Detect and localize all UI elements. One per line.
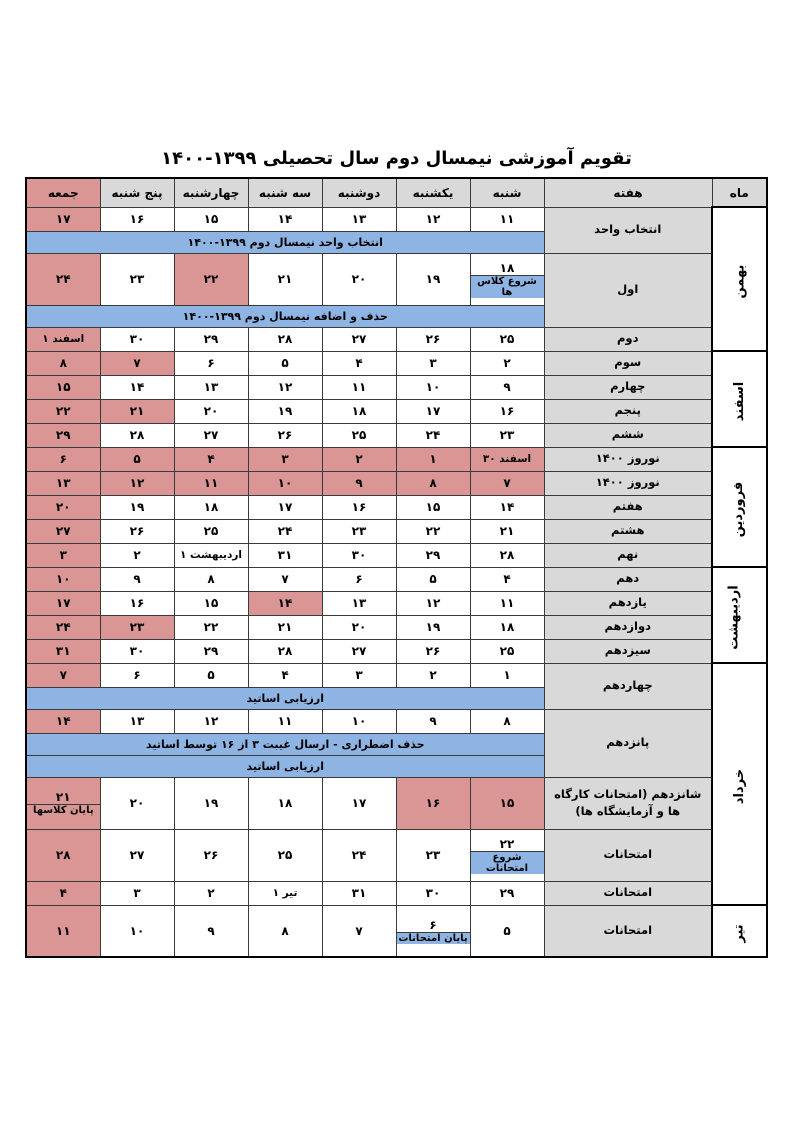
day-number: ۱۸ — [499, 260, 515, 275]
week-label: چهارم — [544, 375, 712, 399]
day-cell: ۱۶ — [396, 777, 470, 829]
day-number: ۲۲ — [499, 836, 515, 851]
day-cell: ۲۱ — [470, 519, 544, 543]
day-cell: ۴ — [248, 663, 322, 687]
calendar-week-row — [26, 519, 767, 543]
day-cell: ۱۶ — [470, 399, 544, 423]
day-cell: ۲۰ — [174, 399, 248, 423]
day-cell: ۷ — [100, 351, 174, 375]
calendar-week-row — [26, 829, 767, 881]
day-cell: ۶ — [174, 351, 248, 375]
day-cell: ۸ — [248, 905, 322, 957]
day-cell: ۱۹ — [174, 777, 248, 829]
day-cell: ۲۸ — [470, 543, 544, 567]
calendar-week-row — [26, 423, 767, 447]
day-cell: ۲ — [322, 447, 396, 471]
day-cell: ۵ — [100, 447, 174, 471]
day-cell: ۱۹ — [396, 253, 470, 305]
day-cell: ۳ — [26, 543, 100, 567]
day-cell: ۵ — [248, 351, 322, 375]
day-cell: اسفند ۱ — [26, 327, 100, 351]
day-cell: ۲۸ — [26, 829, 100, 881]
header-day-sunday: یکشنبه — [396, 178, 470, 207]
week-label: سیزدهم — [544, 639, 712, 663]
day-cell: ۲۳ — [100, 253, 174, 305]
day-cell: ۲۷ — [26, 519, 100, 543]
day-cell: ۱۴ — [248, 591, 322, 615]
day-cell: ۱۸ — [470, 615, 544, 639]
day-cell — [470, 253, 544, 305]
day-number: ۶ — [429, 917, 437, 932]
day-cell — [26, 777, 100, 829]
day-cell: ۱۸ — [322, 399, 396, 423]
day-cell: ۳۰ — [322, 543, 396, 567]
day-cell: ۲۱ — [100, 399, 174, 423]
day-cell: ۶ — [100, 663, 174, 687]
day-cell: ۱۱ — [470, 591, 544, 615]
header-day-monday: دوشنبه — [322, 178, 396, 207]
week-label: نهم — [544, 543, 712, 567]
event-banner: حذف و اضافه نیمسال دوم ۱۳۹۹-۱۴۰۰ — [26, 305, 544, 327]
day-cell: ۲ — [396, 663, 470, 687]
day-cell: ۱ — [470, 663, 544, 687]
day-cell: ۱۸ — [248, 777, 322, 829]
day-cell: ۱۱ — [26, 905, 100, 957]
month-cell — [712, 351, 767, 447]
event-banner: انتخاب واحد نیمسال دوم ۱۳۹۹-۱۴۰۰ — [26, 231, 544, 253]
day-cell: ۲۰ — [322, 615, 396, 639]
day-cell: ۱۶ — [100, 207, 174, 231]
day-cell: ۱۹ — [248, 399, 322, 423]
header-month: ماه — [712, 178, 767, 207]
day-cell: ۲۸ — [248, 327, 322, 351]
day-cell: ۲۲ — [174, 253, 248, 305]
day-cell: ۲۹ — [174, 327, 248, 351]
academic-calendar-table — [25, 177, 768, 958]
week-label: یازدهم — [544, 591, 712, 615]
day-cell: ۱۳ — [26, 471, 100, 495]
day-cell: ۲۶ — [396, 639, 470, 663]
day-cell: ۱۱ — [248, 709, 322, 733]
day-cell: ۷ — [322, 905, 396, 957]
week-label: امتحانات — [544, 881, 712, 905]
day-cell — [396, 905, 470, 957]
day-cell: ۲۰ — [322, 253, 396, 305]
day-cell: تیر ۱ — [248, 881, 322, 905]
calendar-week-row — [26, 777, 767, 829]
day-cell: ۱۸ — [174, 495, 248, 519]
day-cell: اسفند ۳۰ — [470, 447, 544, 471]
day-cell: ۸ — [174, 567, 248, 591]
week-label: اول — [544, 253, 712, 327]
calendar-week-row — [26, 207, 767, 231]
day-cell: ۲۷ — [322, 327, 396, 351]
day-cell: ۲۶ — [396, 327, 470, 351]
header-week: هفته — [544, 178, 712, 207]
calendar-week-row — [26, 567, 767, 591]
day-cell: ۲۸ — [248, 639, 322, 663]
day-cell: ۲۳ — [100, 615, 174, 639]
day-cell: ۵ — [174, 663, 248, 687]
day-cell: ۹ — [174, 905, 248, 957]
day-cell: ۲۳ — [396, 829, 470, 881]
day-cell: ۸ — [470, 709, 544, 733]
day-cell: ۲۷ — [174, 423, 248, 447]
month-label: فروردین — [730, 481, 746, 537]
day-note: پایان کلاسها — [27, 804, 100, 816]
day-cell: ۱۷ — [26, 207, 100, 231]
day-cell: ۱۵ — [470, 777, 544, 829]
day-cell: ۱۰ — [248, 471, 322, 495]
month-cell — [712, 567, 767, 663]
calendar-week-row — [26, 543, 767, 567]
day-cell: ۲۴ — [396, 423, 470, 447]
day-cell: ۲۵ — [470, 327, 544, 351]
day-cell: ۲۸ — [100, 423, 174, 447]
day-cell: ۸ — [26, 351, 100, 375]
day-cell: ۸ — [396, 471, 470, 495]
day-cell: ۱۵ — [174, 207, 248, 231]
day-number: ۲۱ — [55, 790, 71, 804]
day-cell: ۱۵ — [174, 591, 248, 615]
month-label: تیر — [732, 923, 747, 943]
day-cell: ۴ — [174, 447, 248, 471]
calendar-week-row — [26, 253, 767, 305]
day-cell: ۷ — [26, 663, 100, 687]
day-cell: ۴ — [470, 567, 544, 591]
day-cell: ۱۴ — [248, 207, 322, 231]
day-note: شروع امتحانات — [471, 851, 544, 874]
day-cell: ۲ — [470, 351, 544, 375]
day-cell: ۲۱ — [248, 253, 322, 305]
day-cell: ۱۵ — [396, 495, 470, 519]
day-cell: ۲۴ — [322, 829, 396, 881]
day-cell: ۱۲ — [396, 207, 470, 231]
day-cell: ۲۷ — [322, 639, 396, 663]
day-cell: ۳ — [248, 447, 322, 471]
day-cell: ۱۹ — [396, 615, 470, 639]
calendar-week-row — [26, 447, 767, 471]
calendar-week-row — [26, 495, 767, 519]
week-label: دوازدهم — [544, 615, 712, 639]
day-cell: ۲۹ — [26, 423, 100, 447]
day-cell: ۹ — [322, 471, 396, 495]
week-label: پنجم — [544, 399, 712, 423]
calendar-week-row — [26, 327, 767, 351]
day-cell: ۳ — [100, 881, 174, 905]
day-cell: ۳۰ — [100, 639, 174, 663]
week-label: هشتم — [544, 519, 712, 543]
day-cell: ۱۱ — [174, 471, 248, 495]
day-cell: ۳۱ — [26, 639, 100, 663]
calendar-week-row — [26, 471, 767, 495]
day-cell: ۱۷ — [248, 495, 322, 519]
day-cell: ۲ — [174, 881, 248, 905]
month-label: خرداد — [731, 768, 747, 804]
day-cell: ۲۴ — [248, 519, 322, 543]
week-label: نوروز ۱۴۰۰ — [544, 447, 712, 471]
month-cell — [712, 663, 767, 905]
day-cell: ۳۱ — [322, 881, 396, 905]
calendar-week-row — [26, 639, 767, 663]
day-cell: ۵ — [470, 905, 544, 957]
day-cell: ۱۷ — [26, 591, 100, 615]
day-cell: اردیبهشت ۱ — [174, 543, 248, 567]
week-label: سوم — [544, 351, 712, 375]
week-label: امتحانات — [544, 829, 712, 881]
event-banner: ارزیابی اساتید — [26, 687, 544, 709]
day-cell — [470, 829, 544, 881]
week-label: دوم — [544, 327, 712, 351]
day-cell: ۱۲ — [396, 591, 470, 615]
day-cell: ۲۶ — [248, 423, 322, 447]
day-cell: ۱۴ — [100, 375, 174, 399]
week-label: پانزدهم — [544, 709, 712, 777]
header-day-saturday: شنبه — [470, 178, 544, 207]
day-cell: ۷ — [248, 567, 322, 591]
day-cell: ۱۲ — [248, 375, 322, 399]
header-day-friday: جمعه — [26, 178, 100, 207]
header-day-thursday: پنج شنبه — [100, 178, 174, 207]
calendar-week-row — [26, 375, 767, 399]
day-cell: ۲۲ — [396, 519, 470, 543]
day-cell: ۲۱ — [248, 615, 322, 639]
day-cell: ۲۳ — [322, 519, 396, 543]
calendar-week-row — [26, 905, 767, 957]
day-cell: ۲ — [100, 543, 174, 567]
day-note: شروع کلاس ها — [471, 275, 544, 298]
calendar-week-row — [26, 615, 767, 639]
day-cell: ۶ — [26, 447, 100, 471]
calendar-week-row — [26, 591, 767, 615]
day-cell: ۱۳ — [174, 375, 248, 399]
day-cell: ۵ — [396, 567, 470, 591]
day-cell: ۱۰ — [26, 567, 100, 591]
day-cell: ۳ — [396, 351, 470, 375]
day-cell: ۲۵ — [322, 423, 396, 447]
day-cell: ۲۵ — [248, 829, 322, 881]
day-cell: ۲۷ — [100, 829, 174, 881]
day-cell: ۱۷ — [396, 399, 470, 423]
month-cell — [712, 447, 767, 567]
day-cell: ۲۰ — [26, 495, 100, 519]
day-cell: ۲۶ — [174, 829, 248, 881]
day-cell: ۷ — [470, 471, 544, 495]
day-cell: ۳ — [322, 663, 396, 687]
day-cell: ۹ — [396, 709, 470, 733]
day-cell: ۱۶ — [100, 591, 174, 615]
day-cell: ۱۰ — [100, 905, 174, 957]
day-cell: ۱۰ — [322, 709, 396, 733]
calendar-week-row — [26, 663, 767, 687]
day-cell: ۱۱ — [322, 375, 396, 399]
month-cell — [712, 905, 767, 957]
day-cell: ۱۴ — [26, 709, 100, 733]
week-label: امتحانات — [544, 905, 712, 957]
day-cell: ۲۲ — [174, 615, 248, 639]
week-label: شانزدهم (امتحانات کارگاه ها و آزمایشگاه ها) — [544, 777, 712, 829]
day-note: پایان امتحانات — [398, 932, 468, 944]
day-cell: ۱۹ — [100, 495, 174, 519]
week-label: هفتم — [544, 495, 712, 519]
day-cell: ۴ — [26, 881, 100, 905]
calendar-week-row — [26, 709, 767, 733]
day-cell: ۲۵ — [174, 519, 248, 543]
day-cell: ۲۴ — [26, 615, 100, 639]
day-cell: ۱۰ — [396, 375, 470, 399]
week-label: دهم — [544, 567, 712, 591]
week-label: چهاردهم — [544, 663, 712, 709]
day-cell: ۲۳ — [470, 423, 544, 447]
day-cell: ۱۴ — [470, 495, 544, 519]
day-cell: ۶ — [322, 567, 396, 591]
day-cell: ۹ — [100, 567, 174, 591]
day-cell: ۲۲ — [26, 399, 100, 423]
month-label: اسفند — [731, 381, 747, 421]
day-cell: ۹ — [470, 375, 544, 399]
day-cell: ۱۵ — [26, 375, 100, 399]
day-cell: ۲۹ — [470, 881, 544, 905]
day-cell: ۱۲ — [174, 709, 248, 733]
day-cell: ۱۳ — [322, 591, 396, 615]
day-cell: ۳۰ — [100, 327, 174, 351]
calendar-week-row — [26, 881, 767, 905]
calendar-week-row — [26, 351, 767, 375]
day-cell: ۳۱ — [248, 543, 322, 567]
day-cell: ۱۶ — [322, 495, 396, 519]
week-label: نوروز ۱۴۰۰ — [544, 471, 712, 495]
day-cell: ۱۳ — [322, 207, 396, 231]
event-banner: حذف اضطراری - ارسال غیبت ۳ از ۱۶ توسط اساتید — [26, 733, 544, 755]
week-label: انتخاب واحد — [544, 207, 712, 253]
day-cell: ۱۳ — [100, 709, 174, 733]
month-cell — [712, 207, 767, 351]
day-cell: ۱۲ — [100, 471, 174, 495]
day-cell: ۲۰ — [100, 777, 174, 829]
day-cell: ۲۶ — [100, 519, 174, 543]
month-label: بهمن — [731, 264, 747, 298]
day-cell: ۲۵ — [470, 639, 544, 663]
day-cell: ۲۹ — [396, 543, 470, 567]
page-title: تقویم آموزشی نیمسال دوم سال تحصیلی ۱۳۹۹-۱۴۰۰ — [161, 148, 632, 169]
day-cell: ۳۰ — [396, 881, 470, 905]
month-label: اردیبهشت — [726, 584, 742, 650]
day-cell: ۱۷ — [322, 777, 396, 829]
header-day-wednesday: چهارشنبه — [174, 178, 248, 207]
header-row — [26, 178, 767, 207]
header-day-tuesday: سه شنبه — [248, 178, 322, 207]
day-cell: ۱۱ — [470, 207, 544, 231]
calendar-week-row — [26, 399, 767, 423]
day-cell: ۲۴ — [26, 253, 100, 305]
week-label: ششم — [544, 423, 712, 447]
day-cell: ۲۹ — [174, 639, 248, 663]
day-cell: ۱ — [396, 447, 470, 471]
event-banner: ارزیابی اساتید — [26, 755, 544, 777]
day-cell: ۴ — [322, 351, 396, 375]
